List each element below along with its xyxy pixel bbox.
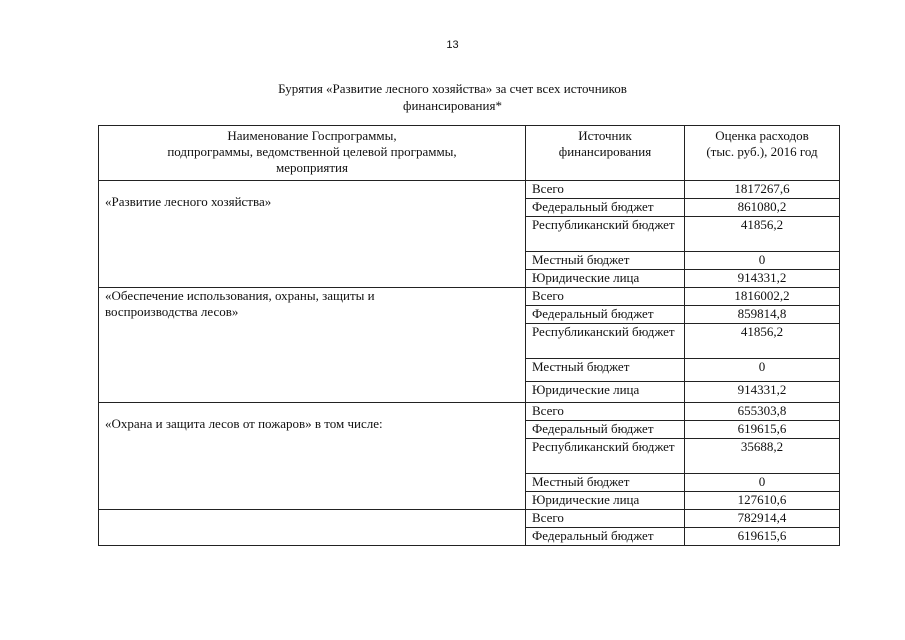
header-cost-estimate-line: (тыс. руб.), 2016 год <box>706 144 818 159</box>
header-funding-source <box>526 126 685 181</box>
program-name-cell <box>99 288 526 403</box>
budget-table <box>98 125 840 546</box>
funding-source-cell: Юридические лица <box>526 270 685 288</box>
cost-value-cell: 782914,4 <box>685 510 840 528</box>
funding-source-cell: Всего <box>526 288 685 306</box>
program-name-cell <box>99 510 526 546</box>
cost-value-cell: 127610,6 <box>685 492 840 510</box>
funding-source-cell: Федеральный бюджет <box>526 199 685 217</box>
cost-value-cell: 41856,2 <box>685 324 840 359</box>
funding-source-cell: Республиканский бюджет <box>526 324 685 359</box>
header-funding-source-line: Источник <box>578 128 632 143</box>
header-program-name <box>99 126 526 181</box>
header-program-name-line: Наименование Госпрограммы, <box>227 128 397 143</box>
cost-value-cell: 0 <box>685 252 840 270</box>
funding-source-cell: Местный бюджет <box>526 474 685 492</box>
header-cost-estimate <box>685 126 840 181</box>
funding-source-cell: Всего <box>526 510 685 528</box>
cost-value-cell: 1816002,2 <box>685 288 840 306</box>
header-funding-source-line: финансирования <box>558 144 652 159</box>
program-name-line: «Обеспечение использования, охраны, защиты и <box>105 288 375 303</box>
program-name-line: «Развитие лесного хозяйства» <box>105 194 272 209</box>
table-row <box>99 181 840 199</box>
header-program-name-line: подпрограммы, ведомственной целевой программы, <box>167 144 457 159</box>
cost-value-cell: 35688,2 <box>685 439 840 474</box>
program-name-line: воспроизводства лесов» <box>105 304 239 319</box>
table-row <box>99 288 840 306</box>
document-title-line-2: финансирования* <box>403 98 502 113</box>
cost-value-cell: 0 <box>685 359 840 382</box>
funding-source-cell: Юридические лица <box>526 382 685 403</box>
cost-value-cell: 619615,6 <box>685 421 840 439</box>
table-header-row <box>99 126 840 181</box>
cost-value-cell: 41856,2 <box>685 217 840 252</box>
funding-source-cell: Всего <box>526 403 685 421</box>
program-name-line: «Охрана и защита лесов от пожаров» в том числе: <box>105 416 383 431</box>
funding-source-cell: Всего <box>526 181 685 199</box>
table-row <box>99 510 840 528</box>
program-name-cell <box>99 181 526 288</box>
header-program-name-line: мероприятия <box>275 160 348 175</box>
cost-value-cell: 861080,2 <box>685 199 840 217</box>
cost-value-cell: 619615,6 <box>685 528 840 546</box>
cost-value-cell: 914331,2 <box>685 382 840 403</box>
funding-source-cell: Местный бюджет <box>526 252 685 270</box>
funding-source-cell: Федеральный бюджет <box>526 421 685 439</box>
funding-source-cell: Федеральный бюджет <box>526 306 685 324</box>
document-title <box>200 80 705 114</box>
cost-value-cell: 859814,8 <box>685 306 840 324</box>
funding-source-cell: Республиканский бюджет <box>526 439 685 474</box>
funding-source-cell: Юридические лица <box>526 492 685 510</box>
table-row <box>99 403 840 421</box>
page-number: 13 <box>446 39 459 51</box>
cost-value-cell: 0 <box>685 474 840 492</box>
funding-source-cell: Федеральный бюджет <box>526 528 685 546</box>
program-name-cell <box>99 403 526 510</box>
cost-value-cell: 655303,8 <box>685 403 840 421</box>
cost-value-cell: 1817267,6 <box>685 181 840 199</box>
funding-source-cell: Республиканский бюджет <box>526 217 685 252</box>
header-cost-estimate-line: Оценка расходов <box>715 128 809 143</box>
document-title-line-1: Бурятия «Развитие лесного хозяйства» за счет всех источников <box>278 81 627 96</box>
funding-source-cell: Местный бюджет <box>526 359 685 382</box>
cost-value-cell: 914331,2 <box>685 270 840 288</box>
